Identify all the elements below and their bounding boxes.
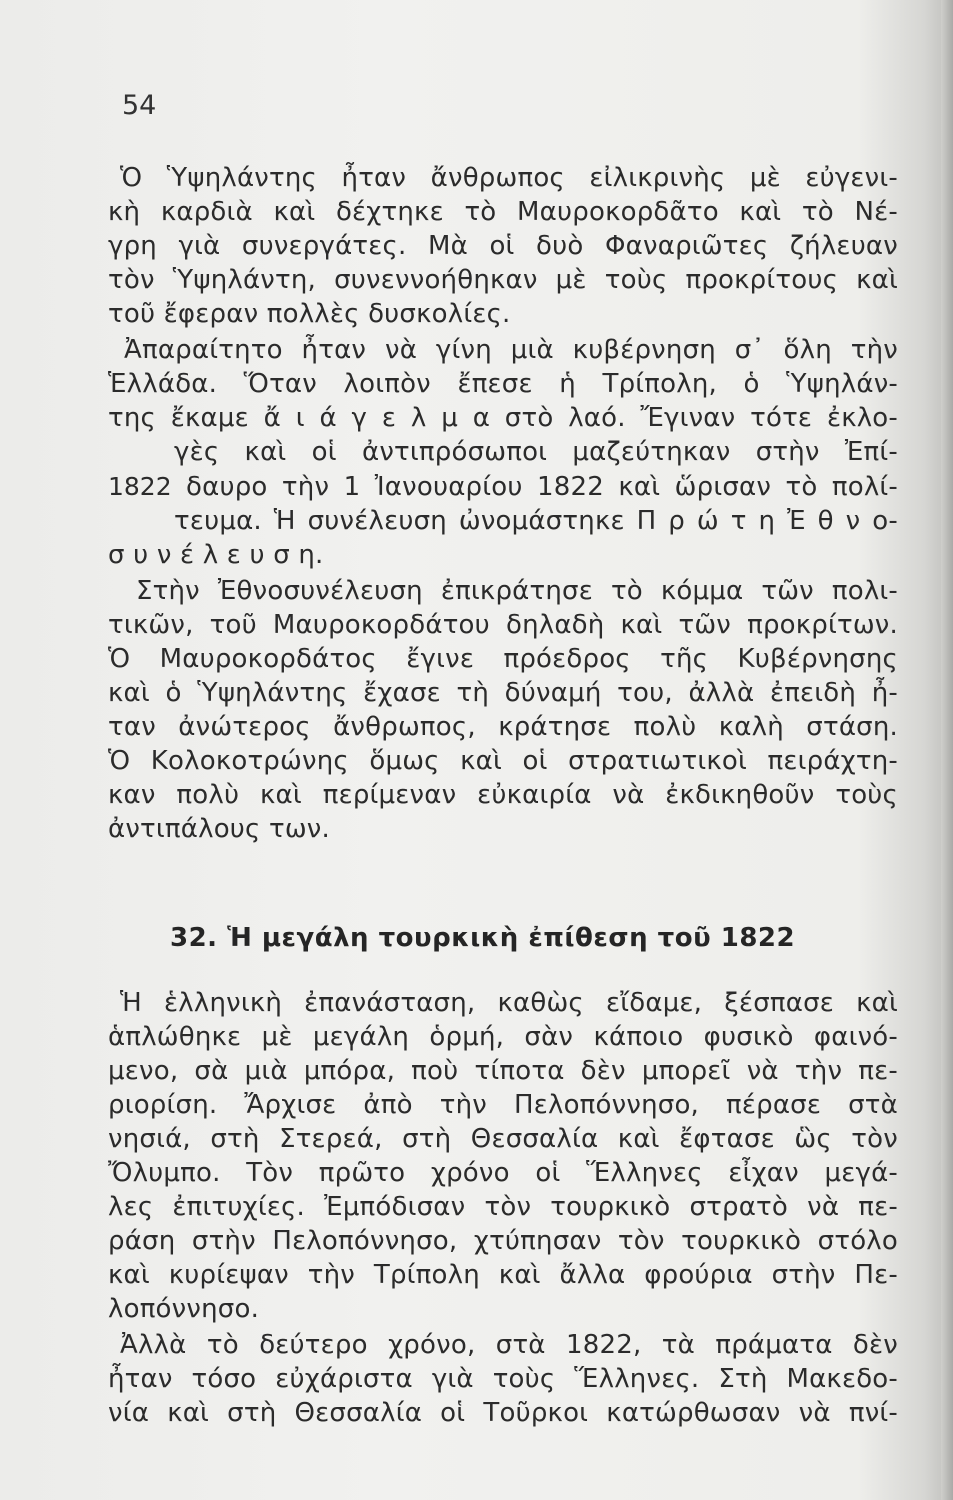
text-line: γὲς καὶ οἱ ἀντιπρόσωποι μαζεύτηκαν στὴν Ἐπί-	[174, 437, 898, 467]
text-line: τοῦ ἔφεραν πολλὲς δυσκολίες.	[108, 299, 511, 329]
page-number: 54	[122, 90, 157, 121]
section-title: 32. Ἡ μεγάλη τουρκικὴ ἐπίθεση τοῦ 1822	[170, 923, 796, 953]
text-line: τευμα. Ἡ συνέλευση ὠνομάστηκε Π ρ ώ τ η Ἐ θ ν ο-	[174, 506, 898, 536]
text-line: ἦταν τόσο εὐχάριστα γιὰ τοὺς Ἕλληνες. Στὴ Μακεδο-	[108, 1364, 898, 1394]
text-line: ράση στὴν Πελοπόννησο, χτύπησαν τὸν τουρκικὸ στόλο	[108, 1226, 898, 1256]
text-line: Ὁ Ὑψηλάντης ἦταν ἄνθρωπος εἰλικρινὴς μὲ εὐγενι-	[120, 163, 898, 193]
text-line: νία καὶ στὴ Θεσσαλία οἱ Τοῦρκοι κατώρθωσαν νὰ πνί-	[108, 1398, 898, 1428]
text-line: καν πολὺ καὶ περίμεναν εὐκαιρία νὰ ἐκδικηθοῦν τοὺς	[108, 780, 898, 810]
text-line: καὶ κυρίεψαν τὴν Τρίπολη καὶ ἄλλα φρούρια στὴν Πε-	[108, 1260, 898, 1290]
text-line: ἀντιπάλους των.	[108, 814, 330, 844]
text-line: Ἀπαραίτητο ἦταν νὰ γίνη μιὰ κυβέρνηση σ᾽ ὅλη τὴν	[124, 335, 898, 365]
text-line: Ὁ Κολοκοτρώνης ὅμως καὶ οἱ στρατιωτικοὶ πειράχτη-	[108, 746, 898, 776]
text-line: τὸν Ὑψηλάντη, συνεννοήθηκαν μὲ τοὺς προκρίτους καὶ	[108, 265, 898, 295]
text-line: γρη γιὰ συνεργάτες. Μὰ οἱ δυὸ Φαναριῶτες ζήλευαν	[108, 231, 898, 261]
text-line: Στὴν Ἐθνοσυνέλευση ἐπικράτησε τὸ κόμμα τῶν πολι-	[136, 576, 898, 606]
text-line: Ὁ Μαυροκορδάτος ἔγινε πρόεδρος τῆς Κυβέρνησης	[108, 644, 898, 674]
margin-note-year: 1822	[108, 472, 172, 501]
text-line: λοπόννησο.	[108, 1294, 260, 1324]
text-line: τικῶν, τοῦ Μαυροκορδάτου δηλαδὴ καὶ τῶν προκρίτων.	[108, 610, 898, 640]
text-line: Ὄλυμπο. Τὸν πρῶτο χρόνο οἱ Ἕλληνες εἶχαν μεγά-	[108, 1158, 898, 1188]
text-line: ἁπλώθηκε μὲ μεγάλη ὁρμή, σὰν κάποιο φυσικὸ φαινό-	[108, 1022, 898, 1052]
text-line: Ἀλλὰ τὸ δεύτερο χρόνο, στὰ 1822, τὰ πράματα δὲν	[120, 1330, 898, 1360]
text-line: Ἡ ἑλληνικὴ ἐπανάσταση, καθὼς εἴδαμε, ξέσπασε καὶ	[120, 988, 898, 1018]
text-line: ταν ἀνώτερος ἄνθρωπος, κράτησε πολὺ καλὴ στάση.	[108, 712, 898, 742]
text-line: μενο, σὰ μιὰ μπόρα, ποὺ τίποτα δὲν μπορεῖ νὰ τὴν πε-	[108, 1056, 898, 1086]
text-line: της ἔκαμε ἄ ι ά γ ε λ μ α στὸ λαό. Ἔγιναν τότε ἐκλο-	[108, 403, 898, 433]
text-line: σ υ ν έ λ ε υ σ η.	[108, 540, 324, 570]
text-line: καὶ ὁ Ὑψηλάντης ἔχασε τὴ δύναμή του, ἀλλὰ ἐπειδὴ ἦ-	[108, 678, 898, 708]
text-line: λες ἐπιτυχίες. Ἐμπόδισαν τὸν τουρκικὸ στρατὸ νὰ πε-	[108, 1192, 898, 1222]
text-line: κὴ καρδιὰ καὶ δέχτηκε τὸ Μαυροκορδᾶτο καὶ τὸ Νέ-	[108, 197, 898, 227]
text-line: νησιά, στὴ Στερεά, στὴ Θεσσαλία καὶ ἔφτασε ὣς τὸν	[108, 1124, 898, 1154]
text-line: ριορίση. Ἄρχισε ἀπὸ τὴν Πελοπόννησο, πέρασε στὰ	[108, 1090, 898, 1120]
text-line: Ἑλλάδα. Ὅταν λοιπὸν ἔπεσε ἡ Τρίπολη, ὁ Ὑψηλάν-	[108, 369, 898, 399]
text-line: δαυρο τὴν 1 Ἰανουαρίου 1822 καὶ ὥρισαν τὸ πολί-	[186, 472, 898, 502]
book-spine-shadow	[941, 0, 953, 1500]
